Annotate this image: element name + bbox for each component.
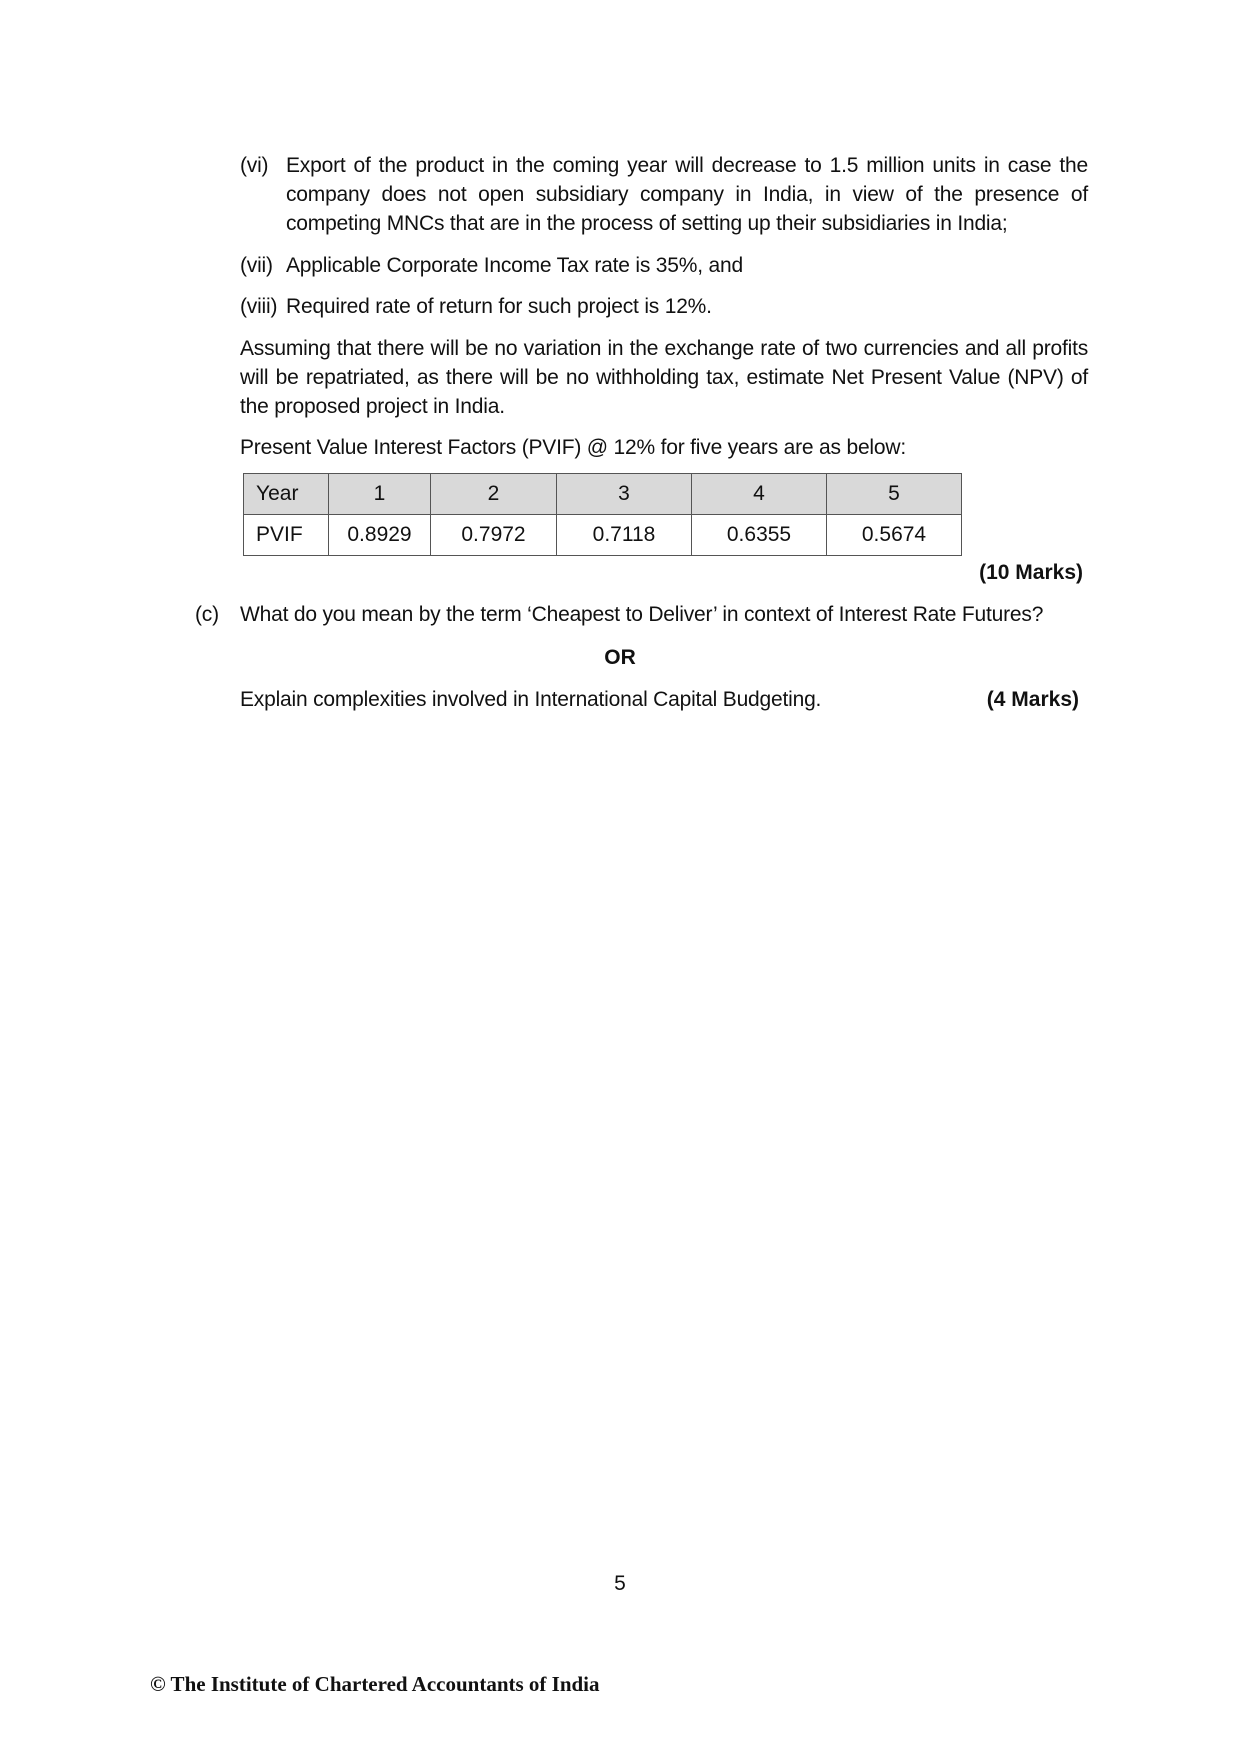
question-c-text: What do you mean by the term ‘Cheapest to Deliver’ in context of Interest Rate Futures? (240, 603, 1044, 626)
question-c-alt-text: Explain complexities involved in International Capital Budgeting. (240, 688, 822, 711)
condition-number: (viii) (240, 295, 278, 318)
assumption-paragraph: Assuming that there will be no variation in the exchange rate of two currencies and all profits will be repatriated, as there will be no withholding tax, estimate Net Present Value (NPV) of the proposed project in India. (240, 337, 1088, 418)
footer-copyright: © The Institute of Chartered Accountants of India (150, 1672, 600, 1696)
pvif-cell: 0.7118 (557, 515, 692, 556)
condition-number: (vi) (240, 154, 269, 177)
condition-text: Applicable Corporate Income Tax rate is 35%, and (286, 254, 743, 277)
condition-text: Required rate of return for such project is 12%. (286, 295, 712, 318)
pvif-factor-row (244, 515, 962, 556)
year-cell: 2 (431, 474, 557, 515)
condition-text: Export of the product in the coming year will decrease to 1.5 million units in case the company does not open subsidiary company in India, in view of the presence of competing MNCs that are in the process of setting up their subsidiaries in India; (286, 154, 1088, 235)
pvif-cell: 0.8929 (329, 515, 431, 556)
condition-vi (240, 151, 1088, 238)
or-label: OR (604, 646, 636, 669)
year-cell: 5 (827, 474, 962, 515)
pvif-cell: 0.6355 (692, 515, 827, 556)
condition-number: (vii) (240, 254, 273, 277)
pvif-year-row (244, 474, 962, 515)
question-c-number: (c) (195, 603, 219, 626)
pvif-cell: 0.7972 (431, 515, 557, 556)
condition-viii (240, 292, 1088, 321)
pvif-intro: Present Value Interest Factors (PVIF) @ 12% for five years are as below: (240, 436, 906, 459)
pvif-table (243, 473, 962, 556)
marks-c: (4 Marks) (986, 688, 1079, 711)
year-cell: 3 (557, 474, 692, 515)
page-number: 5 (614, 1572, 626, 1595)
pvif-cell: 0.5674 (827, 515, 962, 556)
year-cell: 4 (692, 474, 827, 515)
condition-vii (240, 251, 1088, 280)
year-cell: 1 (329, 474, 431, 515)
year-header: Year (244, 474, 329, 515)
pvif-row-label: PVIF (244, 515, 329, 556)
marks-b: (10 Marks) (979, 561, 1083, 584)
